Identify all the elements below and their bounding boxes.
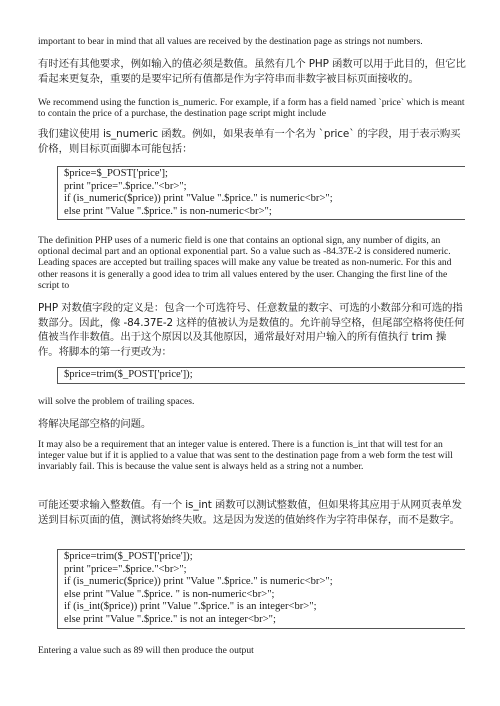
paragraph-2-chinese: 我们建议使用 is_numeric 函数。例如，如果表单有一个名为 `price` 的字段，用于表示购买价格，则目标页面脚本可能包括： bbox=[38, 128, 461, 155]
paragraph-1-english: important to bear in mind that all values are received by the destination page as strings not numbers. bbox=[38, 36, 423, 47]
paragraph-4-chinese: 将解决尾部空格的问题。 bbox=[38, 418, 152, 430]
code-block-2 bbox=[57, 367, 465, 384]
code-line: if (is_int($price)) print "Value ".$price." is an integer<br>"; bbox=[64, 601, 317, 613]
code-line: print "price=".$price."<br>"; bbox=[64, 563, 187, 575]
code-line: $price=trim($_POST['price']); bbox=[64, 551, 193, 562]
code-block-3 bbox=[57, 549, 465, 629]
code-line: if (is_numeric($price)) print "Value ".$price." is numeric<br>"; bbox=[64, 576, 333, 588]
paragraph-2-english: We recommend using the function is_numeric. For example, if a form has a field named `price` which is meant to contain the price of a purchase, the destination page script might include bbox=[38, 97, 465, 120]
paragraph-5-english: It may also be a requirement that an integer value is entered. There is a function is_int that will test for an integer value but if it is applied to a value that was sent to the destination page from a web form the test will invariably fail. This is because the value sent is always held as a string not a number. bbox=[38, 439, 453, 473]
paragraph-1-chinese: 有时还有其他要求，例如输入的值必须是数值。虽然有几个 PHP 函数可以用于此目的，但它比看起来更复杂，重要的是要牢记所有值都是作为字符串而非数字被目标页面接收的。 bbox=[38, 58, 466, 85]
code-block-1 bbox=[57, 166, 465, 220]
code-line: print "price=".$price."<br>"; bbox=[64, 180, 187, 192]
paragraph-5-chinese: 可能还要求输入整数值。有一个 is_int 函数可以测试整数值，但如果将其应用于从网页表单发送到目标页面的值，测试将始终失败。这是因为发送的值始终作为字符串保存，而不是数字。 bbox=[38, 499, 462, 526]
code-line: $price=$_POST['price']; bbox=[64, 168, 168, 179]
code-line: else print "Value ".$price." is non-numeric<br>"; bbox=[64, 205, 272, 217]
paragraph-3-english: The definition PHP uses of a numeric field is one that contains an optional sign, any number of digits, an optional decimal part and an optional exponential part. So a value such as -84.37E-2 is considered numeric. Leading spaces are accepted but trailing spaces will make any value be treated as non-numeric. For this and other reasons it is generally a good idea to trim all values entered by the user. Changing the first line of the script to bbox=[38, 235, 452, 291]
code-line: $price=trim($_POST['price']); bbox=[64, 369, 193, 380]
code-line: else print "Value ".$price. " is non-numeric<br>"; bbox=[64, 588, 275, 600]
code-line: else print "Value ".$price." is not an integer<br>"; bbox=[64, 613, 276, 625]
paragraph-6-english: Entering a value such as 89 will then produce the output bbox=[38, 645, 254, 656]
code-line: if (is_numeric($price)) print "Value ".$price." is numeric<br>"; bbox=[64, 193, 333, 205]
paragraph-3-chinese: PHP 对数值字段的定义是：包含一个可选符号、任意数量的数字、可选的小数部分和可选的指数部分。因此，像 -84.37E-2 这样的值被认为是数值的。允许前导空格，但尾部空格将使任何值被当作非数值。出于这个原因以及其他原因，通常最好对用户输入的所有值执行 trim 操作。将脚本的第一行更改为： bbox=[38, 302, 465, 358]
paragraph-4-english: will solve the problem of trailing spaces. bbox=[38, 396, 195, 407]
